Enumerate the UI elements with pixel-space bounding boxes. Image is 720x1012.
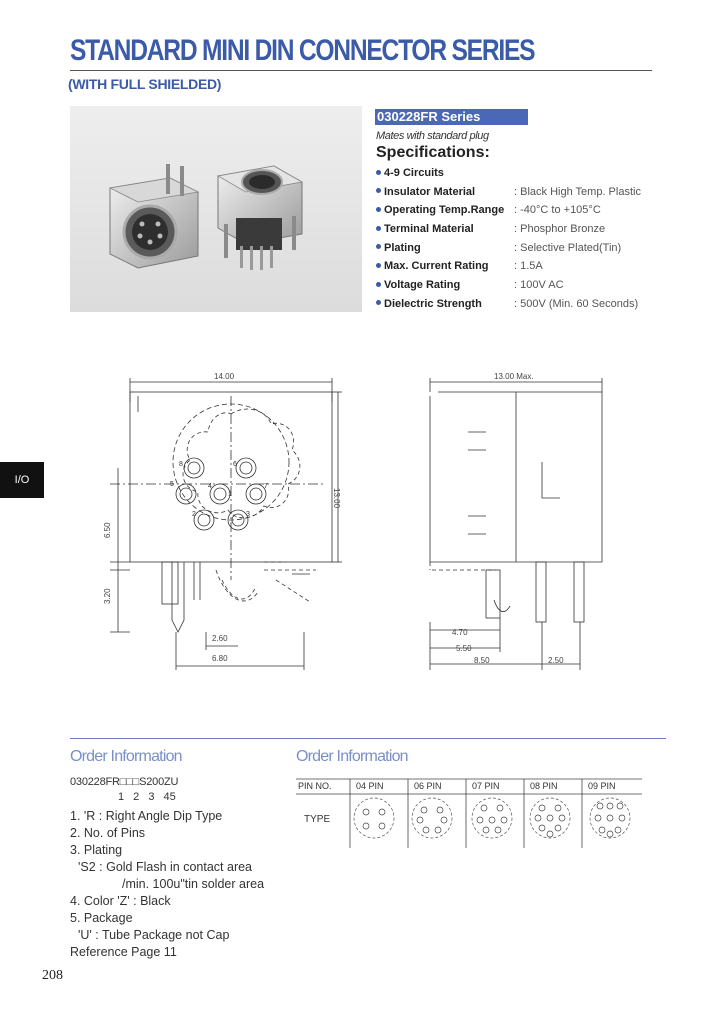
dim-side-width: 13.00 Max. <box>494 372 534 381</box>
order-line: 'U' : Tube Package not Cap <box>78 928 230 942</box>
pin-label: 6 <box>233 461 237 468</box>
pin-type-table <box>296 778 642 848</box>
bullet-icon <box>376 244 381 249</box>
io-section-tab: I/O <box>0 462 44 498</box>
order-section-divider <box>70 738 666 739</box>
specifications-heading: Specifications: <box>376 144 490 161</box>
pin-col-04: 04 PIN <box>356 781 384 791</box>
dim-side-d3: 8.50 <box>474 656 490 665</box>
order-line: 5. Package <box>70 911 133 925</box>
product-photo <box>70 106 362 312</box>
pin-label: 1 <box>228 491 232 498</box>
bullet-icon <box>376 263 381 268</box>
spec-row: Max. Current Rating : 1.5A <box>376 257 676 276</box>
part-number-indices: 1 2 3 45 <box>118 791 176 803</box>
spec-row: Dielectric Strength : 500V (Min. 60 Seconds) <box>376 295 676 314</box>
pin-label: 4 <box>208 483 212 490</box>
order-line: 4. Color 'Z' : Black <box>70 894 171 908</box>
order-info-heading-left: Order Information <box>70 748 182 765</box>
technical-drawing <box>96 370 636 675</box>
dim-front-height: 13.00 <box>332 488 341 509</box>
spec-row: Insulator Material : Black High Temp. Plastic <box>376 183 676 202</box>
order-line: Reference Page 11 <box>70 945 177 959</box>
pin-col-06: 06 PIN <box>414 781 442 791</box>
spec-row: Terminal Material : Phosphor Bronze <box>376 220 676 239</box>
pin-col-07: 07 PIN <box>472 781 500 791</box>
dim-front-d3: 2.60 <box>212 634 228 643</box>
order-info-list <box>70 808 264 961</box>
title-divider <box>70 70 652 71</box>
pin-col-09: 09 PIN <box>588 781 616 791</box>
bullet-icon <box>376 226 381 231</box>
order-info-heading-right: Order Information <box>296 748 408 765</box>
pin-no-header: PIN NO. <box>298 781 332 791</box>
page-title: STANDARD MINI DIN CONNECTOR SERIES <box>70 34 535 67</box>
specifications-list <box>376 164 676 314</box>
order-line: 1. 'R : Right Angle Dip Type <box>70 809 223 823</box>
dim-side-d4: 2.50 <box>548 656 564 665</box>
dim-front-d1: 6.50 <box>103 522 112 538</box>
page-subtitle: (WITH FULL SHIELDED) <box>68 76 222 92</box>
pin-label: 5 <box>170 481 174 488</box>
order-line: /min. 100u"tin solder area <box>122 877 265 891</box>
pin-label: 3 <box>246 511 250 518</box>
order-line: 'S2 : Gold Flash in contact area <box>78 860 253 874</box>
part-number-code: 030228FR□□□S200ZU <box>70 776 179 788</box>
order-line: 3. Plating <box>70 843 123 857</box>
dim-side-d1: 4.70 <box>452 628 468 637</box>
spec-row: 4-9 Circuits <box>376 164 676 183</box>
pin-label: 2 <box>192 511 196 518</box>
dim-front-width: 14.00 <box>214 372 235 381</box>
spec-row: Operating Temp.Range : -40°C to +105°C <box>376 201 676 220</box>
order-line: 2. No. of Pins <box>70 826 146 840</box>
bullet-icon <box>376 207 381 212</box>
dim-front-d4: 6.80 <box>212 654 228 663</box>
bullet-icon <box>376 188 381 193</box>
dim-front-d2: 3.20 <box>103 588 112 604</box>
bullet-icon <box>376 300 381 305</box>
connector-photo-illustration <box>70 106 362 312</box>
front-shield-outline <box>183 409 300 518</box>
mates-note: Mates with standard plug <box>376 130 489 142</box>
bullet-icon <box>376 170 381 175</box>
series-tag: 030228FR Series <box>375 109 528 125</box>
bullet-icon <box>376 282 381 287</box>
pin-label: 7 <box>264 483 268 490</box>
pin-col-08: 08 PIN <box>530 781 558 791</box>
type-row-label: TYPE <box>304 814 331 825</box>
dim-side-d2: 5.50 <box>456 644 472 653</box>
spec-row: Voltage Rating : 100V AC <box>376 276 676 295</box>
page-number: 208 <box>42 968 63 983</box>
pin-label: 8 <box>179 461 183 468</box>
spec-row: Plating : Selective Plated(Tin) <box>376 239 676 258</box>
